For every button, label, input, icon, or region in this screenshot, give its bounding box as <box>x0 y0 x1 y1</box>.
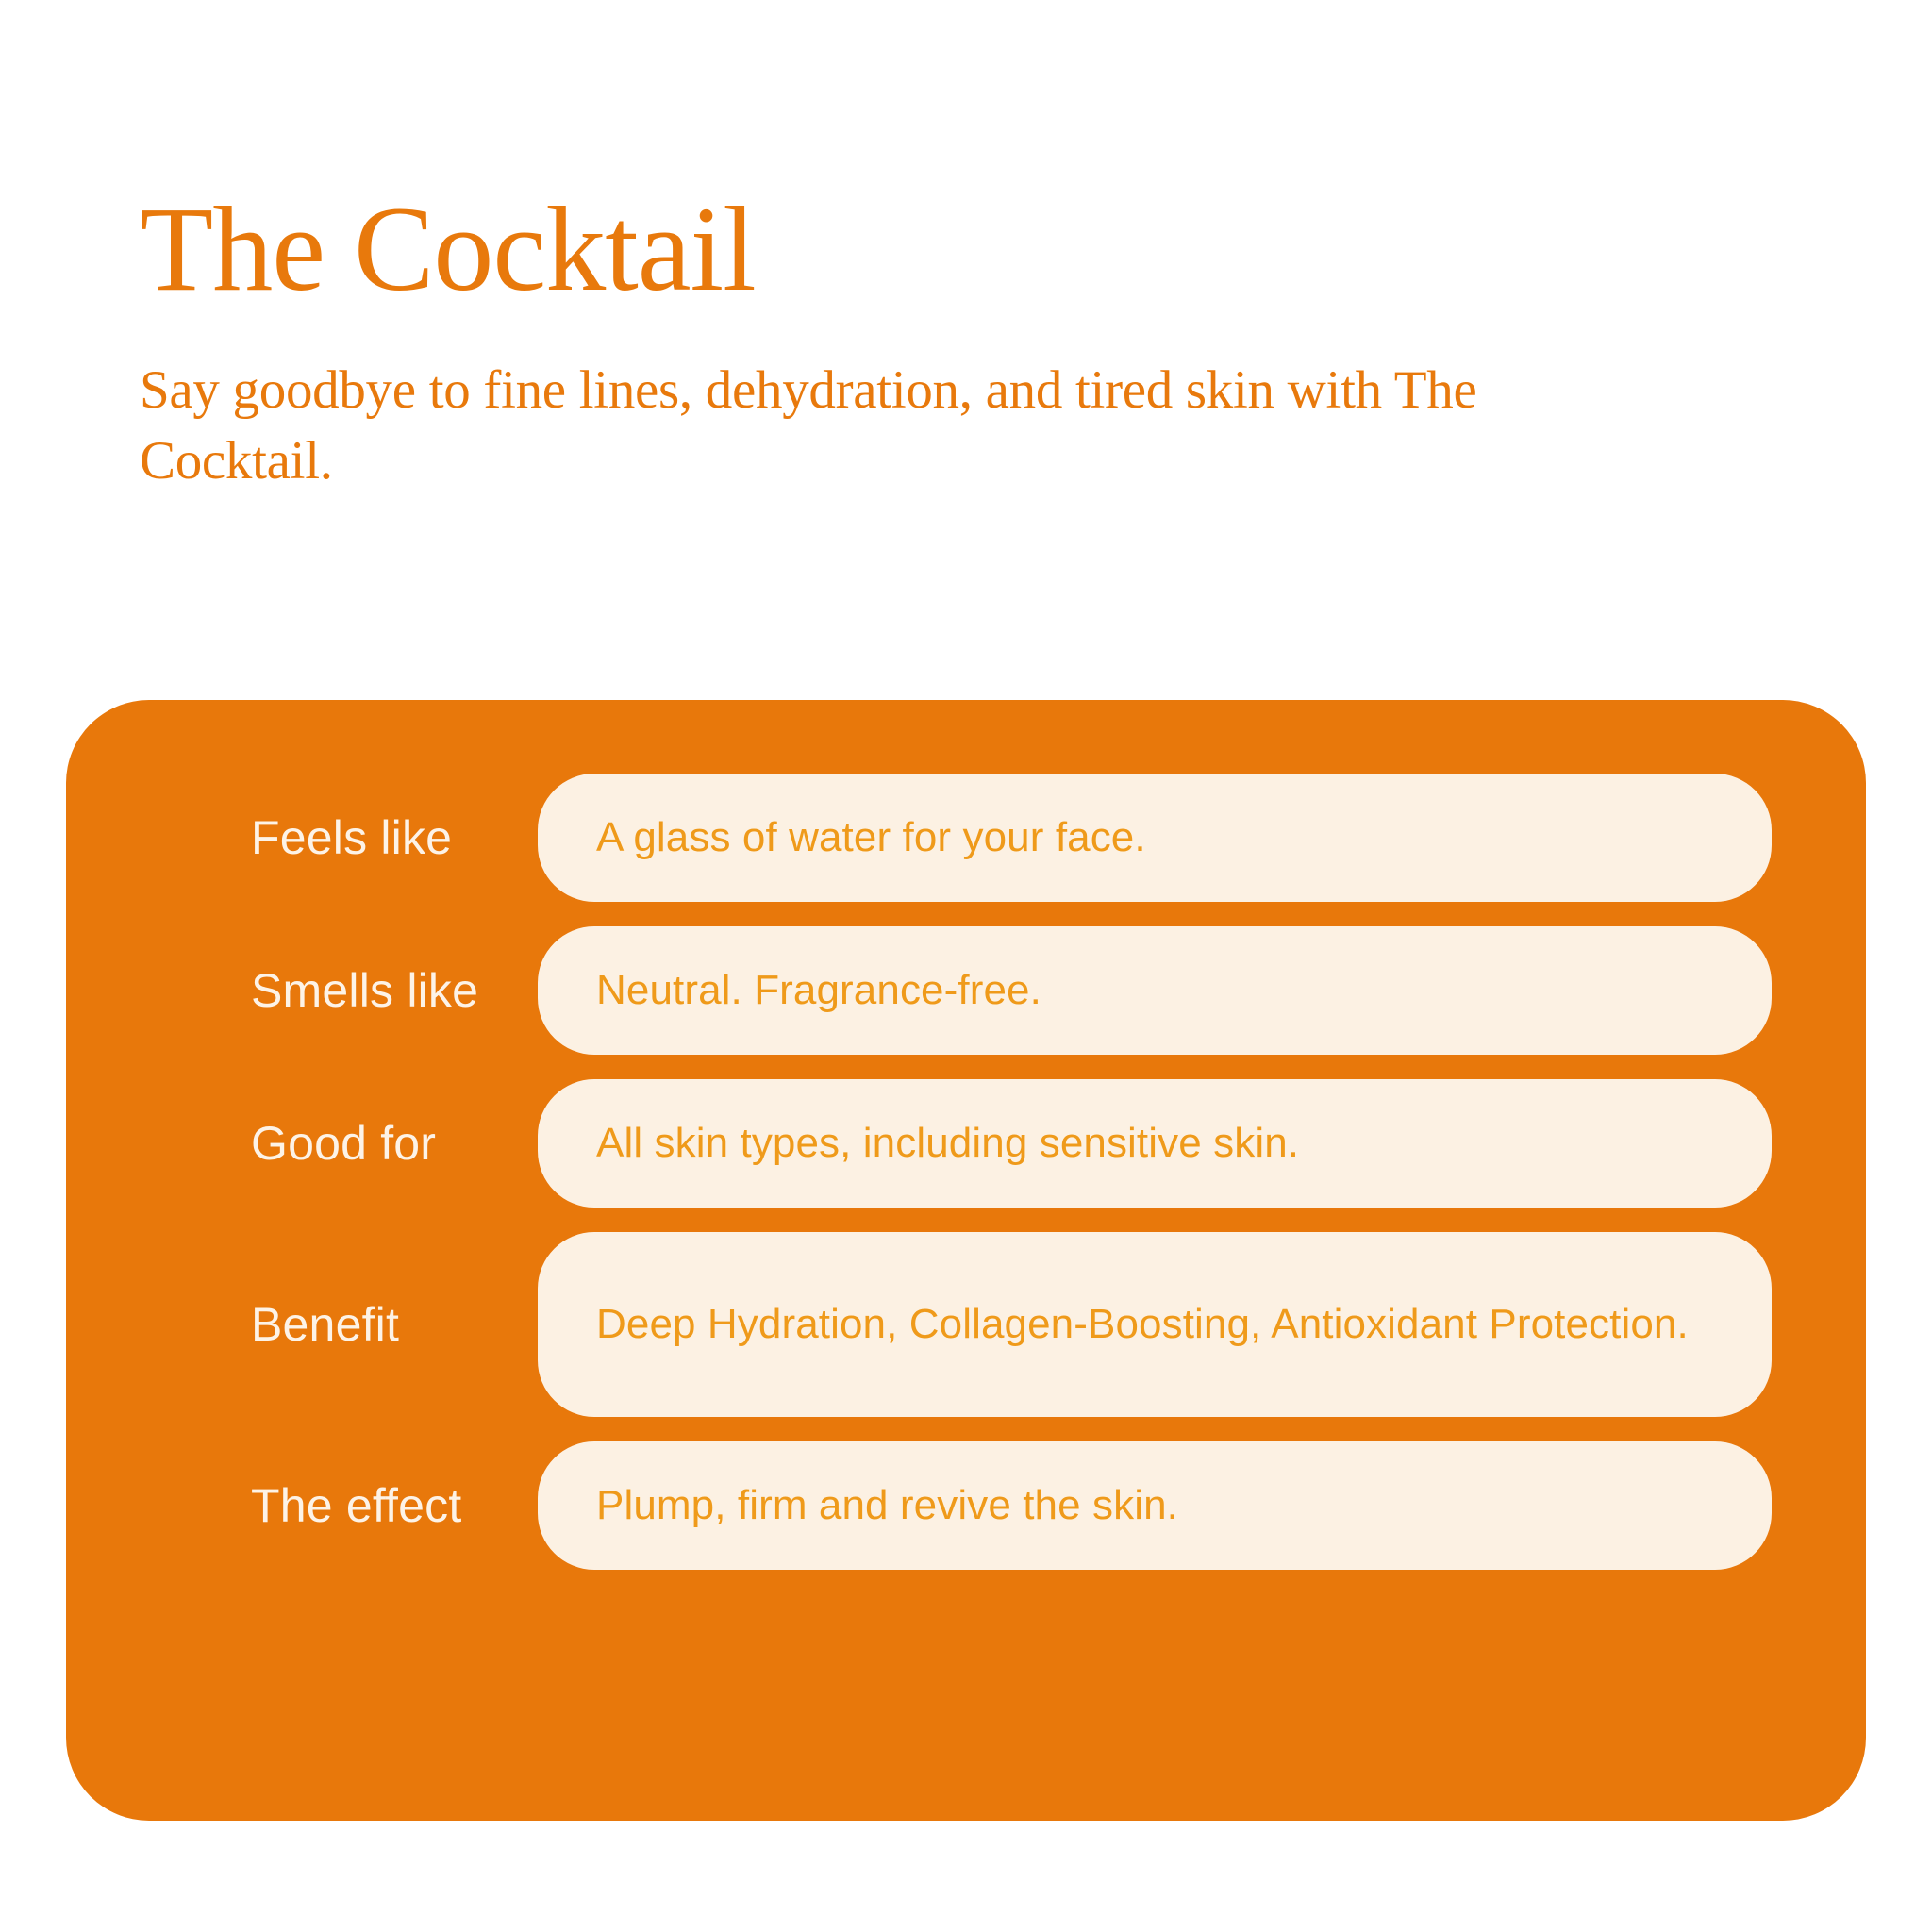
product-spec-card <box>66 700 1866 1821</box>
spec-label-the-effect: The effect <box>251 1478 462 1532</box>
spec-value-pill-smells-like <box>538 926 1772 1055</box>
spec-value-text: Neutral. Fragrance-free. <box>596 966 1041 1013</box>
spec-label-feels-like: Feels like <box>251 810 453 864</box>
spec-value-pill-good-for <box>538 1079 1772 1208</box>
spec-value-pill-feels-like <box>538 774 1772 902</box>
spec-row <box>160 1441 1772 1570</box>
spec-value-pill-the-effect <box>538 1441 1772 1570</box>
spec-label-good-for: Good for <box>251 1116 437 1170</box>
spec-row <box>160 1079 1772 1208</box>
spec-value-text: A glass of water for your face. <box>596 813 1146 860</box>
spec-value-text: Deep Hydration, Collagen-Boosting, Antioxidant Protection. <box>596 1300 1689 1347</box>
spec-label-smells-like: Smells like <box>251 963 479 1017</box>
spec-row <box>160 926 1772 1055</box>
page-subtitle: Say goodbye to fine lines, dehydration, and tired skin with The Cocktail. <box>140 360 1477 491</box>
spec-value-text: All skin types, including sensitive skin. <box>596 1119 1300 1166</box>
page-title: The Cocktail <box>140 182 756 316</box>
spec-row <box>160 1232 1772 1417</box>
spec-value-text: Plump, firm and revive the skin. <box>596 1481 1178 1528</box>
spec-value-pill-benefit <box>538 1232 1772 1417</box>
spec-row <box>160 774 1772 902</box>
page-header <box>0 0 1932 496</box>
spec-label-benefit: Benefit <box>251 1297 400 1351</box>
